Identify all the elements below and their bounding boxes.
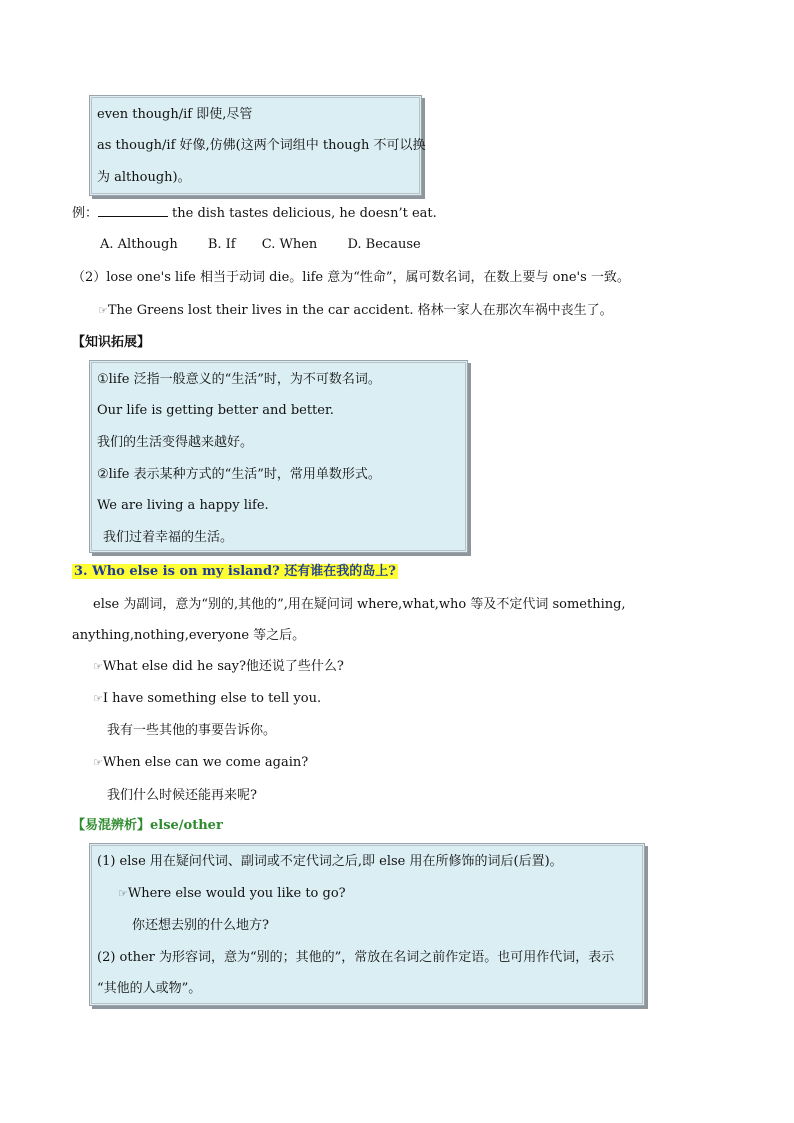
knowledge-line-1: ①life 泛指一般意义的“生活”时，为不可数名词。 (97, 372, 381, 387)
section-3-example-2-text: I have something else to tell you. (102, 691, 322, 706)
point-2-text: （2）lose one's life 相当于动词 die。life 意为“性命”，属可数名词，在数上要与 one's 一致。 (72, 270, 630, 285)
option-d: D. Because (347, 237, 421, 252)
section-3-para-2: anything,nothing,everyone 等之后。 (72, 628, 306, 643)
option-c: C. When (261, 237, 318, 252)
knowledge-line-2: Our life is getting better and better. (97, 403, 334, 418)
option-a: A. Although (100, 237, 178, 252)
note-line-3: 为 although)。 (97, 170, 191, 185)
example-prefix: 例： (72, 206, 99, 221)
example-options (100, 235, 421, 255)
confusion-line-2 (118, 884, 346, 904)
knowledge-heading: 【知识拓展】 (72, 335, 151, 350)
confusion-line-5: “其他的人或物”。 (97, 981, 202, 996)
pointing-hand-icon: ☞ (93, 692, 103, 705)
example-question (72, 202, 437, 224)
section-3-example-3-cn: 我们什么时候还能再来呢? (107, 788, 257, 803)
point-2-example (98, 301, 613, 321)
section-3-para-1: else 为副词，意为“别的,其他的”,用在疑问词 where,what,who 等及不定代词 something, (93, 597, 626, 612)
confusion-heading: 【易混辨析】else/other (72, 818, 223, 833)
section-3-example-2-cn: 我有一些其他的事要告诉你。 (107, 723, 277, 738)
section-3-example-3-text: When else can we come again? (102, 755, 309, 770)
knowledge-box (89, 360, 468, 553)
section-3-example-2 (93, 689, 321, 709)
point-2-example-text: The Greens lost their lives in the car accident. 格林一家人在那次车祸中丧生了。 (107, 303, 613, 318)
answer-blank (98, 202, 168, 217)
option-b: B. If (207, 237, 236, 252)
confusion-line-3: 你还想去别的什么地方? (132, 918, 269, 933)
section-3-example-1 (93, 657, 344, 677)
pointing-hand-icon: ☞ (118, 887, 128, 900)
note-box-though (89, 95, 426, 196)
pointing-hand-icon: ☞ (98, 304, 108, 317)
pointing-hand-icon: ☞ (93, 660, 103, 673)
note-line-1: even though/if 即使,尽管 (97, 107, 253, 122)
knowledge-line-6: 我们过着幸福的生活。 (103, 530, 234, 545)
knowledge-box-border (91, 362, 466, 551)
section-3-heading (72, 562, 398, 582)
section-3-heading-text: 3. Who else is on my island? 还有谁在我的岛上? (74, 564, 396, 579)
confusion-line-4: (2) other 为形容词，意为“别的；其他的”，常放在名词之前作定语。也可用作代词，表示 (97, 950, 615, 965)
example-sentence: the dish tastes delicious, he doesn’t eat. (172, 206, 437, 221)
knowledge-line-3: 我们的生活变得越来越好。 (97, 435, 254, 450)
knowledge-line-5: We are living a happy life. (97, 498, 269, 513)
note-line-2: as though/if 好像,仿佛(这两个词组中 though 不可以换 (97, 138, 426, 153)
confusion-line-1: (1) else 用在疑问代词、副词或不定代词之后,即 else 用在所修饰的词后(后置)。 (97, 854, 563, 869)
confusion-box (89, 843, 645, 1006)
knowledge-line-4: ②life 表示某种方式的“生活”时，常用单数形式。 (97, 467, 381, 482)
section-3-example-1-text: What else did he say?他还说了些什么? (102, 659, 344, 674)
section-3-example-3 (93, 753, 308, 773)
pointing-hand-icon: ☞ (93, 756, 103, 769)
confusion-example-text: Where else would you like to go? (127, 886, 346, 901)
